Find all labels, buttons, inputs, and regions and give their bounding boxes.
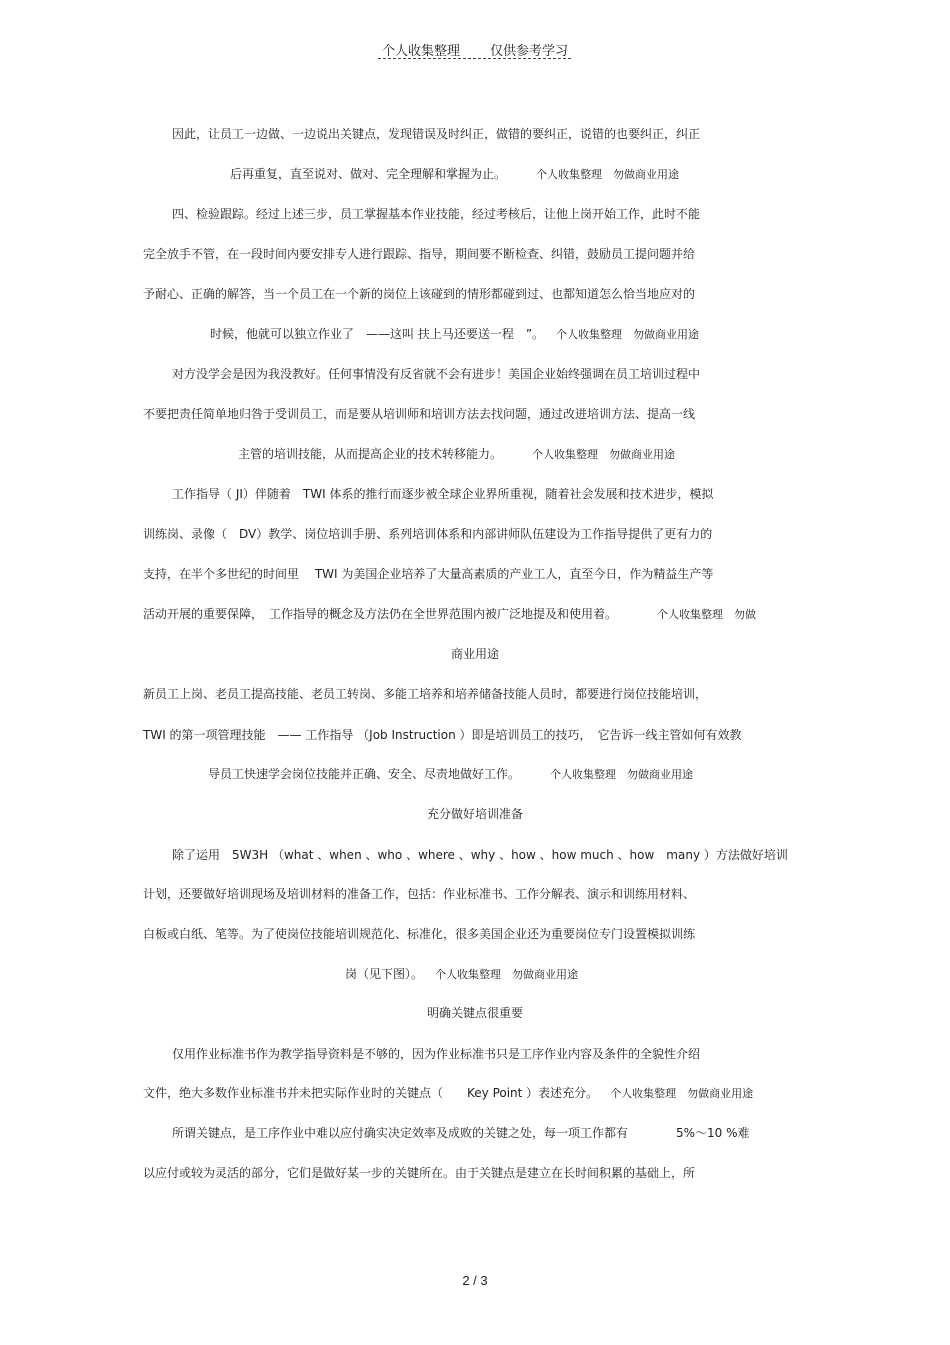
body-line: 训练岗、录像（ DV）教学、岗位培训手册、系列培训体系和内部讲师队伍建设为工作指导提供了更有力的 xyxy=(143,527,713,541)
body-line: 后再重复，直至说对、做对、完全理解和掌握为止。 个人收集整理 勿做商业用途 xyxy=(230,167,680,181)
body-line: 仅用作业标准书作为教学指导资料是不够的，因为作业标准书只是工序作业内容及条件的全貌性介绍 xyxy=(172,1047,701,1061)
watermark-note: 个人收集整理 勿做商业用途 xyxy=(536,168,680,181)
body-line: 予耐心、正确的解答，当一个员工在一个新的岗位上该碰到的情形都碰到过、也都知道怎么恰当地应对的 xyxy=(143,287,696,301)
header-right-text: 仅供参考学习 xyxy=(490,44,569,59)
body-line: 工作指导（ JI）伴随着 TWI 体系的推行而逐步被全球企业界所重视，随着社会发展和技术进步，模拟 xyxy=(172,487,714,501)
body-line: 活动开展的重要保障， 工作指导的概念及方法仍在全世界范围内被广泛地提及和使用着。 个人收集整理 勿做 xyxy=(143,607,757,621)
body-line: 主管的培训技能，从而提高企业的技术转移能力。 个人收集整理 勿做商业用途 xyxy=(238,447,676,461)
watermark-note: 个人收集整理 勿做商业用途 xyxy=(435,968,579,981)
section-heading: 充分做好培训准备 xyxy=(426,807,523,821)
watermark-note: 个人收集整理 勿做商业用途 xyxy=(556,328,700,341)
body-line: 商业用途 xyxy=(450,647,499,661)
body-line: 因此，让员工一边做、一边说出关键点，发现错误及时纠正，做错的要纠正，说错的也要纠正，纠正 xyxy=(172,127,701,141)
body-line: TWI 的第一项管理技能 —— 工作指导 （Job Instruction ）即是培训员工的技巧， 它告诉一线主管如何有效教 xyxy=(143,728,742,742)
header-left-text: 个人收集整理 xyxy=(381,44,460,59)
body-line: 除了运用 5W3H （what 、when 、who 、where 、why 、how 、how much 、how many ）方法做好培训 xyxy=(172,848,788,862)
body-line: 导员工快速学会岗位技能并正确、安全、尽责地做好工作。 个人收集整理 勿做商业用途 xyxy=(208,767,694,781)
body-line: 四、检验跟踪。经过上述三步，员工掌握基本作业技能，经过考核后，让他上岗开始工作，此时不能 xyxy=(172,207,701,221)
page-header xyxy=(0,40,950,59)
page-number: 2 / 3 xyxy=(462,1273,488,1288)
body-line: 完全放手不管，在一段时间内要安排专人进行跟踪、指导，期间要不断检查、纠错，鼓励员工提问题并给 xyxy=(143,247,696,261)
body-line: 以应付或较为灵活的部分，它们是做好某一步的关键所在。由于关键点是建立在长时间积累的基础上，所 xyxy=(143,1166,696,1180)
watermark-note: 个人收集整理 勿做商业用途 xyxy=(550,768,694,781)
body-line: 岗（见下图）。 个人收集整理 勿做商业用途 xyxy=(345,967,579,981)
body-line: 文件，绝大多数作业标准书并未把实际作业时的关键点（ Key Point ）表述充分。 个人收集整理 勿做商业用途 xyxy=(143,1086,754,1100)
body-line: 支持，在半个多世纪的时间里 TWI 为美国企业培养了大量高素质的产业工人，直至今日，作为精益生产等 xyxy=(143,567,714,581)
watermark-note: 个人收集整理 勿做商业用途 xyxy=(610,1087,754,1100)
body-line: 所谓关键点，是工序作业中难以应付确实决定效率及成败的关键之处，每一项工作都有 5%～10 %难 xyxy=(172,1126,750,1140)
watermark-note: 个人收集整理 勿做商业用途 xyxy=(532,448,676,461)
body-line: 新员工上岗、老员工提高技能、老员工转岗、多能工培养和培养储备技能人员时，都要进行岗位技能培训， xyxy=(143,687,708,701)
header-rule xyxy=(378,58,571,59)
body-line: 时候，他就可以独立作业了 ——这叫 扶上马还要送一程 ”。 个人收集整理 勿做商业用途 xyxy=(210,327,700,341)
body-line: 不要把责任简单地归咎于受训员工，而是要从培训师和培训方法去找问题，通过改进培训方法、提高一线 xyxy=(143,407,696,421)
watermark-note: 个人收集整理 勿做 xyxy=(657,608,757,621)
body-line: 白板或白纸、笔等。为了使岗位技能培训规范化、标准化，很多美国企业还为重要岗位专门设置模拟训练 xyxy=(143,927,696,941)
section-heading: 明确关键点很重要 xyxy=(426,1006,523,1020)
body-line: 计划，还要做好培训现场及培训材料的准备工作，包括：作业标准书、工作分解表、演示和训练用材料、 xyxy=(143,887,696,901)
body-line: 对方没学会是因为我没教好。任何事情没有反省就不会有进步！美国企业始终强调在员工培训过程中 xyxy=(172,367,701,381)
